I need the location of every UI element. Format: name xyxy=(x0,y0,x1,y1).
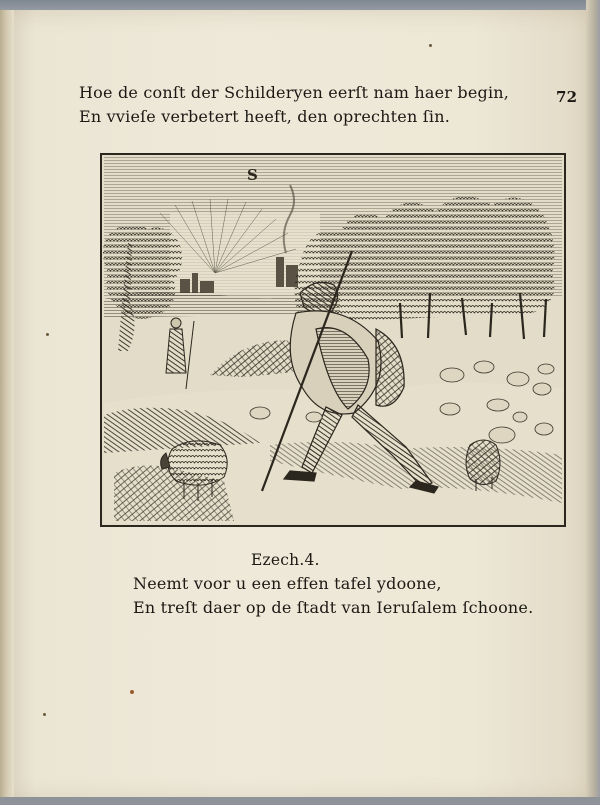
paper-speck xyxy=(46,333,49,336)
engraving-illustration xyxy=(100,153,566,527)
background-strip-bottom xyxy=(0,797,600,805)
plate-letter: S xyxy=(247,166,258,184)
page-right-edge xyxy=(586,0,600,805)
verse-line-1: Neemt voor u een effen tafel ydoone, xyxy=(133,574,442,593)
page-number: 72 xyxy=(556,88,578,106)
paper-speck xyxy=(130,690,134,694)
heading-line-1: Hoe de conſt der Schilderyen eerſt nam haer begin, xyxy=(79,83,510,102)
paper-speck xyxy=(43,713,46,716)
verse-line-2: En treſt daer op de ſtadt van Ieruſalem ſchoone. xyxy=(133,598,534,617)
heading-line-2: En vvieſe verbetert heeft, den oprechten ſin. xyxy=(79,107,450,126)
paper-speck xyxy=(429,44,432,47)
page-binding-edge xyxy=(0,10,14,800)
verse-reference: Ezech.4. xyxy=(251,551,320,569)
